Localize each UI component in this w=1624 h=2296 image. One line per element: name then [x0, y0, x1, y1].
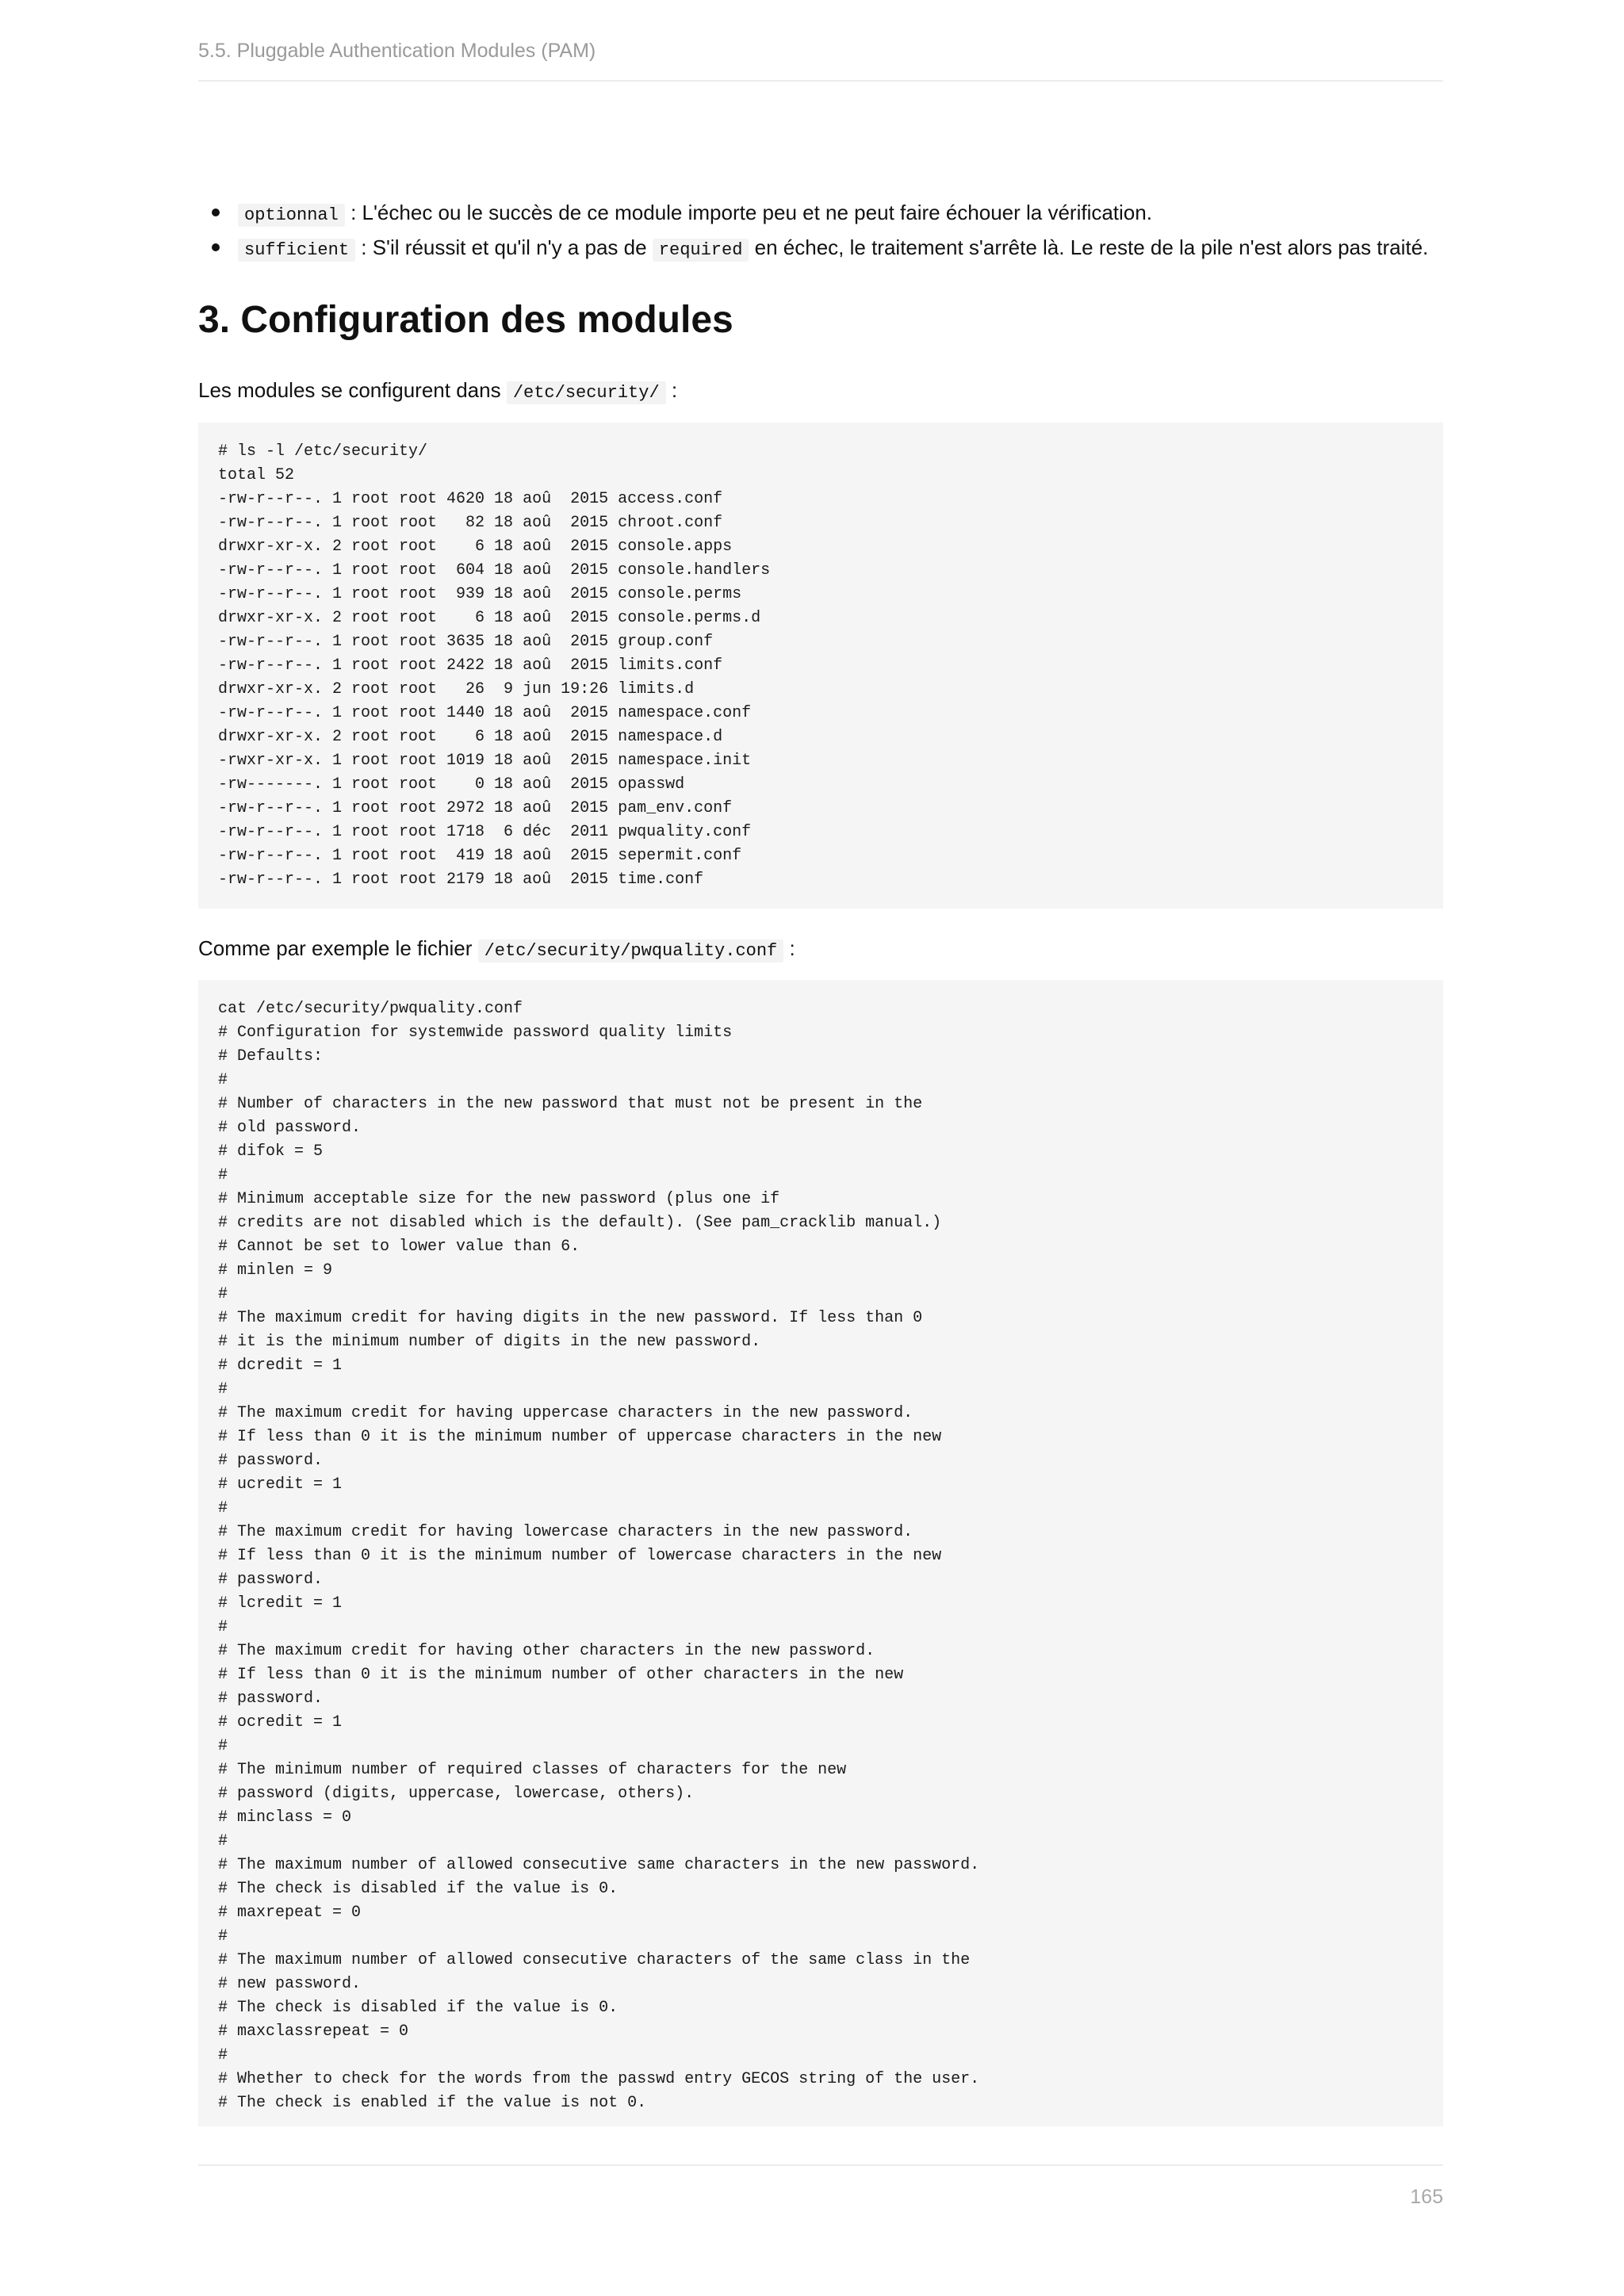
code-line: # minlen = 9	[218, 1261, 333, 1280]
code-line: # Defaults:	[218, 1047, 324, 1066]
code-line: #	[218, 1832, 228, 1850]
code-line: # Number of characters in the new password that must not be present in the	[218, 1095, 923, 1113]
code-line: # credits are not disabled which is the default). (See pam_cracklib manual.)	[218, 1214, 942, 1232]
code-line: #	[218, 1499, 228, 1517]
code-line: #	[218, 1618, 228, 1636]
list-item-text: en échec, le traitement s'arrête là. Le reste de la pile n'est alors pas traité.	[754, 235, 1429, 259]
code-line: # The maximum credit for having digits in the new password. If less than 0	[218, 1309, 923, 1327]
paragraph-suffix: :	[789, 936, 795, 960]
code-line: # maxrepeat = 0	[218, 1904, 362, 1922]
code-line: # new password.	[218, 1975, 362, 1993]
code-line: # difok = 5	[218, 1142, 324, 1161]
code-line: #	[218, 1380, 228, 1399]
paragraph-text: Comme par exemple le fichier	[198, 936, 473, 960]
code-line: # If less than 0 it is the minimum number of lowercase characters in the new	[218, 1547, 942, 1565]
code-line: # The check is enabled if the value is not 0.	[218, 2094, 647, 2112]
code-line: #	[218, 1285, 228, 1303]
code-line: # Minimum acceptable size for the new password (plus one if	[218, 1190, 780, 1208]
inline-code: sufficient	[238, 239, 355, 262]
header-divider	[198, 80, 1443, 82]
inline-code: /etc/security/	[507, 381, 666, 404]
list-item	[198, 197, 1443, 232]
code-line: # The check is disabled if the value is 0.	[218, 1999, 619, 2017]
code-line: -rw-r--r--. 1 root root 82 18 aoû 2015 chroot.conf	[218, 514, 723, 532]
inline-code: /etc/security/pwquality.conf	[478, 939, 784, 962]
code-line: # password.	[218, 1452, 324, 1470]
code-line: -rw-r--r--. 1 root root 4620 18 aoû 2015 access.conf	[218, 490, 723, 508]
code-line: drwxr-xr-x. 2 root root 26 9 jun 19:26 limits.d	[218, 680, 695, 698]
code-line: -rw-r--r--. 1 root root 1718 6 déc 2011 pwquality.conf	[218, 823, 752, 841]
code-line: #	[218, 2046, 228, 2064]
code-line: # password.	[218, 1689, 324, 1708]
list-item-text: : L'échec ou le succès de ce module importe peu et ne peut faire échouer la vérification.	[350, 201, 1152, 224]
code-block-pwquality	[198, 980, 1443, 2126]
code-line: # maxclassrepeat = 0	[218, 2022, 409, 2041]
code-line: drwxr-xr-x. 2 root root 6 18 aoû 2015 console.perms.d	[218, 609, 761, 627]
code-line: # ucredit = 1	[218, 1475, 343, 1494]
code-line: # old password.	[218, 1119, 362, 1137]
paragraph	[198, 374, 677, 409]
code-line: -rw-r--r--. 1 root root 1440 18 aoû 2015 namespace.conf	[218, 704, 752, 722]
bullet-list	[198, 197, 1443, 266]
code-line: -rwxr-xr-x. 1 root root 1019 18 aoû 2015 namespace.init	[218, 752, 752, 770]
list-item-text: : S'il réussit et qu'il n'y a pas de	[361, 235, 647, 259]
code-line: # minclass = 0	[218, 1808, 352, 1827]
code-line: # The minimum number of required classes of characters for the new	[218, 1761, 847, 1779]
code-line: -rw-r--r--. 1 root root 2972 18 aoû 2015 pam_env.conf	[218, 799, 733, 817]
code-line: -rw-r--r--. 1 root root 2422 18 aoû 2015 limits.conf	[218, 656, 723, 675]
bullet-icon	[212, 209, 220, 216]
code-line: # lcredit = 1	[218, 1594, 343, 1613]
section-title: 3. Configuration des modules	[198, 299, 733, 341]
code-line: # The maximum number of allowed consecutive same characters in the new password.	[218, 1856, 980, 1874]
code-line: # The check is disabled if the value is 0.	[218, 1880, 619, 1898]
code-line: -rw-------. 1 root root 0 18 aoû 2015 opasswd	[218, 775, 685, 794]
code-line: -rw-r--r--. 1 root root 604 18 aoû 2015 console.handlers	[218, 561, 771, 580]
code-line: drwxr-xr-x. 2 root root 6 18 aoû 2015 console.apps	[218, 538, 733, 556]
code-line: # password.	[218, 1571, 324, 1589]
footer-divider	[198, 2164, 1443, 2166]
code-line: # Configuration for systemwide password quality limits	[218, 1024, 733, 1042]
code-line: # The maximum number of allowed consecutive characters of the same class in the	[218, 1951, 971, 1969]
list-item	[198, 232, 1443, 266]
code-line: # password (digits, uppercase, lowercase, others).	[218, 1785, 695, 1803]
code-line: # dcredit = 1	[218, 1357, 343, 1375]
code-line: # Cannot be set to lower value than 6.	[218, 1238, 580, 1256]
code-line: # it is the minimum number of digits in the new password.	[218, 1333, 761, 1351]
code-line: -rw-r--r--. 1 root root 419 18 aoû 2015 sepermit.conf	[218, 847, 742, 865]
code-line: drwxr-xr-x. 2 root root 6 18 aoû 2015 namespace.d	[218, 728, 723, 746]
code-line: # ls -l /etc/security/	[218, 442, 428, 461]
bullet-icon	[212, 243, 220, 251]
page-number: 165	[1410, 2186, 1443, 2208]
code-line: # The maximum credit for having lowercase characters in the new password.	[218, 1523, 914, 1541]
code-line: # If less than 0 it is the minimum number of uppercase characters in the new	[218, 1428, 942, 1446]
code-line: # If less than 0 it is the minimum number of other characters in the new	[218, 1666, 904, 1684]
code-line: #	[218, 1927, 228, 1946]
code-block-ls	[198, 423, 1443, 909]
code-line: # Whether to check for the words from the passwd entry GECOS string of the user.	[218, 2070, 980, 2088]
code-line: -rw-r--r--. 1 root root 2179 18 aoû 2015 time.conf	[218, 871, 704, 889]
paragraph	[198, 932, 795, 967]
code-line: -rw-r--r--. 1 root root 939 18 aoû 2015 console.perms	[218, 585, 742, 603]
code-line: #	[218, 1737, 228, 1755]
code-line: total 52	[218, 466, 295, 484]
paragraph-text: Les modules se configurent dans	[198, 378, 501, 402]
code-line: -rw-r--r--. 1 root root 3635 18 aoû 2015 group.conf	[218, 633, 714, 651]
inline-code: required	[653, 239, 749, 262]
running-header: 5.5. Pluggable Authentication Modules (PAM)	[198, 40, 596, 62]
inline-code: optionnal	[238, 204, 345, 227]
code-line: #	[218, 1166, 228, 1184]
code-line: #	[218, 1071, 228, 1089]
paragraph-suffix: :	[671, 378, 678, 402]
code-line: cat /etc/security/pwquality.conf	[218, 1000, 523, 1018]
code-line: # The maximum credit for having uppercase characters in the new password.	[218, 1404, 914, 1422]
code-line: # The maximum credit for having other characters in the new password.	[218, 1642, 875, 1660]
code-line: # ocredit = 1	[218, 1713, 343, 1732]
